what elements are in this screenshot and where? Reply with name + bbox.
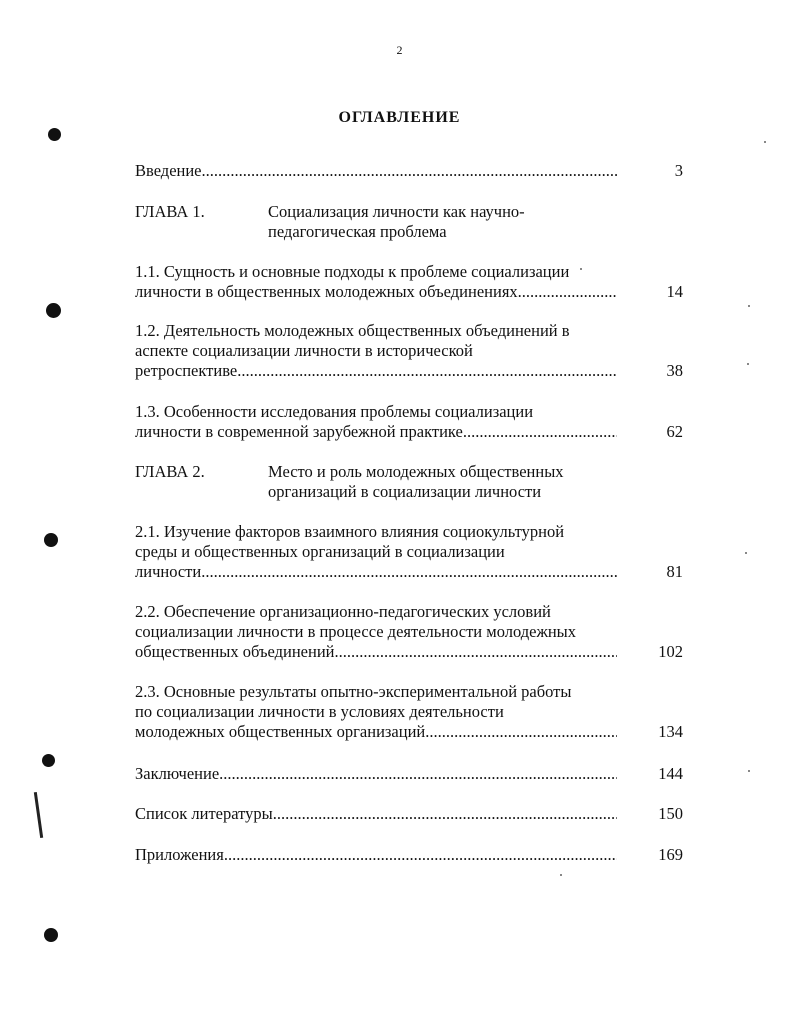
scan-speck bbox=[747, 363, 749, 365]
toc-entry-line: личности в современной зарубежной практике bbox=[135, 422, 463, 441]
toc-entry-line: общественных объединений bbox=[135, 642, 335, 661]
toc-title: ОГЛАВЛЕНИЕ bbox=[338, 109, 461, 126]
toc-entry-line: социализации личности в процессе деятельности молодежных bbox=[135, 622, 577, 641]
dot-leader bbox=[237, 361, 617, 381]
toc-chapter-2[interactable] bbox=[135, 462, 695, 502]
toc-entry-line: 1.1. Сущность и основные подходы к проблеме социализации bbox=[135, 262, 570, 281]
toc-page-number: 62 bbox=[666, 422, 683, 441]
toc-entry-2-3[interactable] bbox=[135, 682, 683, 742]
scan-blot bbox=[46, 303, 61, 318]
toc-entry-text: Заключение bbox=[135, 764, 220, 783]
toc-entry-line: личности bbox=[135, 562, 202, 581]
toc-page-number: 38 bbox=[666, 361, 683, 380]
toc-entry-appendix[interactable] bbox=[135, 845, 683, 865]
chapter-title-line: Место и роль молодежных общественных bbox=[268, 462, 564, 481]
toc-entry-text: Список литературы bbox=[135, 804, 273, 823]
dot-leader bbox=[224, 845, 617, 865]
scan-blot bbox=[48, 128, 61, 141]
dot-leader bbox=[273, 804, 617, 824]
toc-page-number: 134 bbox=[658, 722, 683, 741]
scan-speck bbox=[560, 874, 562, 876]
toc-page-number: 81 bbox=[666, 562, 683, 581]
toc-entry-line: аспекте социализации личности в исторической bbox=[135, 341, 473, 360]
toc-entry-line: 2.3. Основные результаты опытно-экспериментальной работы bbox=[135, 682, 572, 701]
chapter-title bbox=[268, 462, 648, 502]
scan-speck bbox=[764, 141, 766, 143]
scan-blot bbox=[42, 754, 55, 767]
scan-speck bbox=[748, 770, 750, 772]
chapter-title-line: педагогическая проблема bbox=[268, 222, 447, 241]
toc-page-number: 14 bbox=[666, 282, 683, 301]
dot-leader bbox=[202, 161, 617, 181]
toc-entry-1-2[interactable] bbox=[135, 321, 683, 381]
dot-leader bbox=[425, 722, 617, 742]
scan-speck bbox=[748, 305, 750, 307]
dot-leader bbox=[518, 282, 617, 302]
toc-page-number: 144 bbox=[658, 764, 683, 783]
chapter-label: ГЛАВА 2. bbox=[135, 462, 205, 481]
toc-entry-line: по социализации личности в условиях деятельности bbox=[135, 702, 504, 721]
toc-page-number: 3 bbox=[674, 161, 683, 180]
toc-entry-intro[interactable] bbox=[135, 161, 683, 181]
dot-leader bbox=[201, 562, 617, 582]
scan-scratch bbox=[34, 792, 43, 838]
scan-speck bbox=[745, 552, 747, 554]
scan-speck bbox=[580, 268, 582, 270]
toc-entry-conclusion[interactable] bbox=[135, 764, 683, 784]
toc-entry-line: 1.3. Особенности исследования проблемы социализации bbox=[135, 402, 534, 421]
toc-entry-line: 2.1. Изучение факторов взаимного влияния социокультурной bbox=[135, 522, 565, 541]
chapter-label: ГЛАВА 1. bbox=[135, 202, 205, 221]
toc-chapter-1[interactable] bbox=[135, 202, 695, 242]
chapter-title-line: организаций в социализации личности bbox=[268, 482, 542, 501]
toc-entry-line: молодежных общественных организаций bbox=[135, 722, 426, 741]
toc-page-number: 169 bbox=[658, 845, 683, 864]
toc-entry-2-2[interactable] bbox=[135, 602, 683, 662]
toc-entry-1-1[interactable] bbox=[135, 262, 683, 302]
toc-entry-line: 2.2. Обеспечение организационно-педагогических условий bbox=[135, 602, 551, 621]
toc-entry-text: Введение bbox=[135, 161, 202, 180]
toc-entry-1-3[interactable] bbox=[135, 402, 683, 442]
scan-blot bbox=[44, 533, 58, 547]
dot-leader bbox=[219, 764, 617, 784]
dot-leader bbox=[463, 422, 617, 442]
toc-entry-line: среды и общественных организаций в социализации bbox=[135, 542, 505, 561]
toc-entry-line: ретроспективе bbox=[135, 361, 238, 380]
toc-page-number: 102 bbox=[658, 642, 683, 661]
scan-blot bbox=[44, 928, 58, 942]
chapter-title-line: Социализация личности как научно- bbox=[268, 202, 525, 221]
toc-entry-line: 1.2. Деятельность молодежных общественных объединений в bbox=[135, 321, 570, 340]
dot-leader bbox=[335, 642, 618, 662]
toc-entry-2-1[interactable] bbox=[135, 522, 683, 582]
toc-entry-bibliography[interactable] bbox=[135, 804, 683, 824]
page-number: 2 bbox=[396, 43, 403, 57]
toc-entry-text: Приложения bbox=[135, 845, 224, 864]
chapter-title bbox=[268, 202, 648, 242]
toc-page-number: 150 bbox=[658, 804, 683, 823]
toc-entry-line: личности в общественных молодежных объединениях bbox=[135, 282, 518, 301]
